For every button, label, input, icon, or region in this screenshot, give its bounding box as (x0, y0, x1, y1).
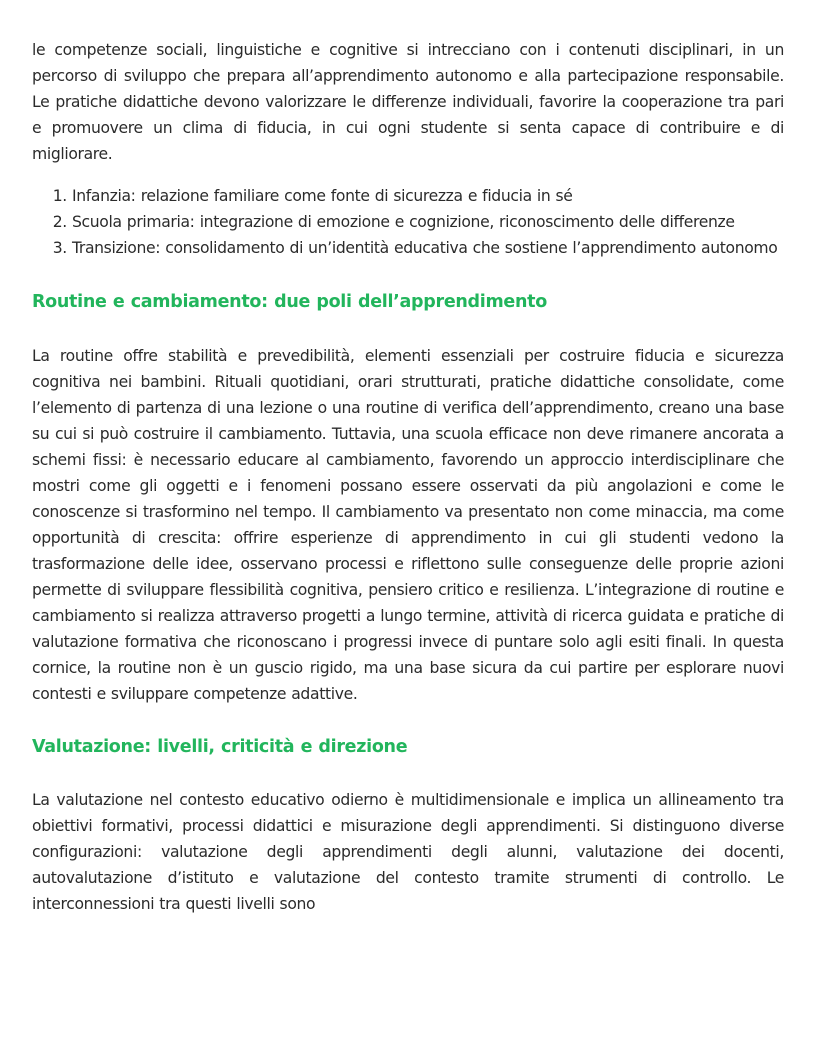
valutazione-paragraph: La valutazione nel contesto educativo odierno è multidimensionale e implica un allineamento tra obiettivi formativi, processi didattici e misurazione degli apprendimenti. Si distinguono diverse configurazioni: valutazione degli apprendimenti degli alunni, valutazione dei docenti, autovalutazione d’istituto e valutazione del contesto tramite strumenti di controllo. Le interconnessioni tra questi livelli sono (32, 791, 784, 913)
document-page (32, 37, 784, 917)
section-heading-valutazione: Valutazione: livelli, criticità e direzione (32, 737, 408, 757)
development-stages-list (32, 183, 784, 261)
list-item: 2. Scuola primaria: integrazione di emozione e cognizione, riconoscimento delle differenze (72, 209, 784, 235)
section-heading-routine: Routine e cambiamento: due poli dell’apprendimento (32, 292, 547, 312)
list-item: 1. Infanzia: relazione familiare come fonte di sicurezza e fiducia in sé (72, 183, 784, 209)
routine-paragraph: La routine offre stabilità e prevedibilità, elementi essenziali per costruire fiducia e sicurezza cognitiva nei bambini. Rituali quotidiani, orari strutturati, pratiche didattiche consolidate, come l’elemento di partenza di una lezione o una routine di verifica dell’apprendimento, creano una base su cui si può costruire il cambiamento. Tuttavia, una scuola efficace non deve rimanere ancorata a schemi fissi: è necessario educare al cambiamento, favorendo un approccio interdisciplinare che mostri come gli oggetti e i fenomeni possano essere osservati da più angolazioni e come le conoscenze si trasformino nel tempo. Il cambiamento va presentato non come minaccia, ma come opportunità di crescita: offrire esperienze di apprendimento in cui gli studenti vedono la trasformazione delle idee, osservano processi e riflettono sulle conseguenze delle proprie azioni permette di sviluppare flessibilità cognitiva, pensiero critico e resilienza. L’integrazione di routine e cambiamento si realizza attraverso progetti a lungo termine, attività di ricerca guidata e pratiche di valutazione formativa che riconoscano i progressi invece di puntare solo agli esiti finali. In questa cornice, la routine non è un guscio rigido, ma una base sicura da cui partire per esplorare nuovi contesti e sviluppare competenze adattive. (32, 347, 784, 703)
list-item: 3. Transizione: consolidamento di un’identità educativa che sostiene l’apprendimento autonomo (72, 235, 784, 261)
intro-paragraph: le competenze sociali, linguistiche e cognitive si intrecciano con i contenuti disciplinari, in un percorso di sviluppo che prepara all’apprendimento autonomo e alla partecipazione responsabile. Le pratiche didattiche devono valorizzare le differenze individuali, favorire la cooperazione tra pari e promuovere un clima di fiducia, in cui ogni studente si senta capace di contribuire e di migliorare. (32, 41, 784, 163)
